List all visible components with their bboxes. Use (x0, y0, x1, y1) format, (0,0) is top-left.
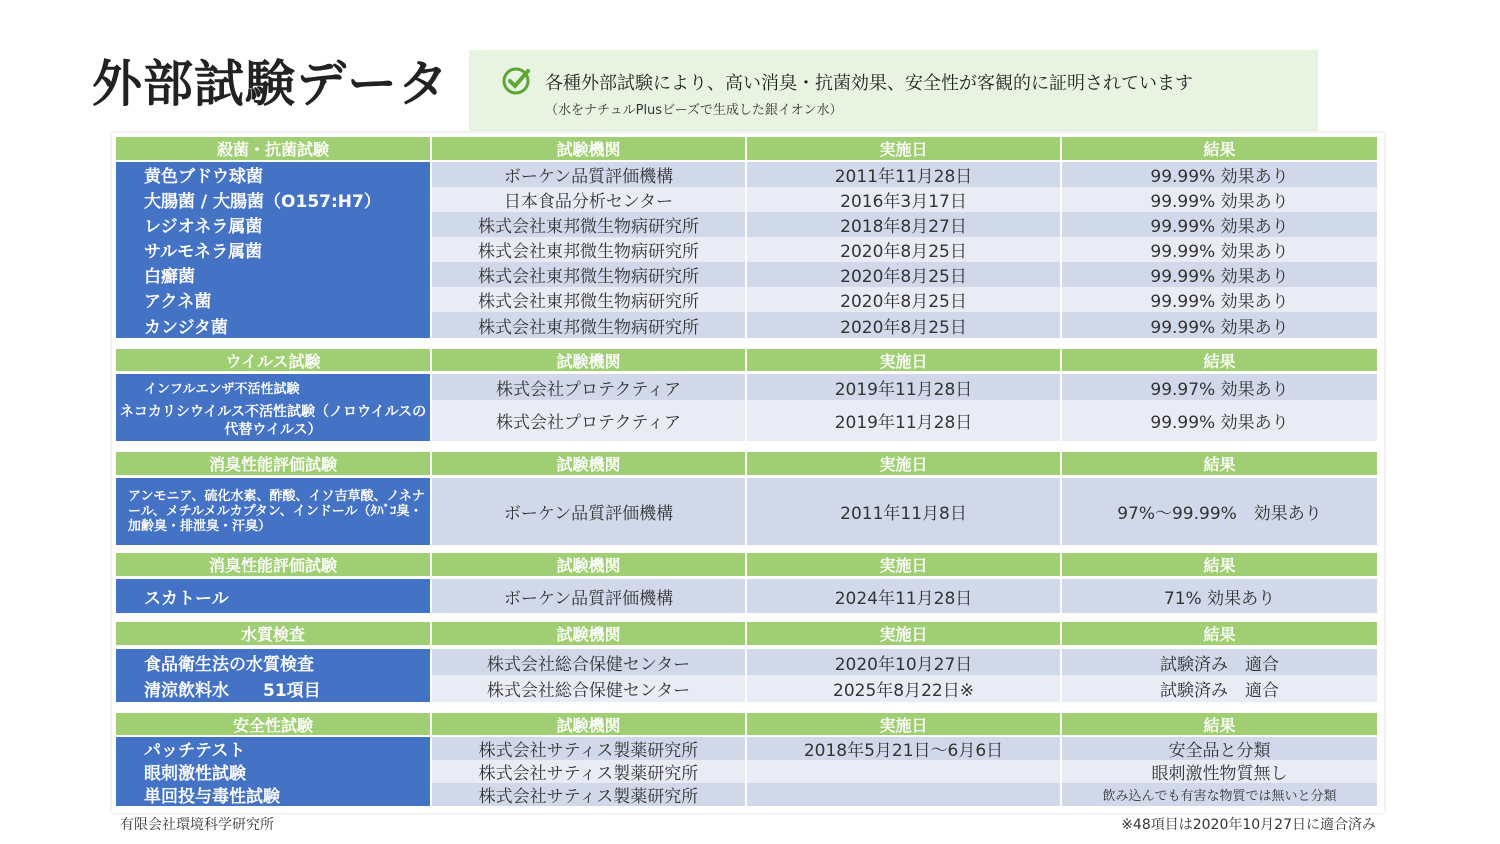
column-header: 実施日 (747, 452, 1060, 475)
table-cell: 99.99% 効果あり (1062, 237, 1377, 262)
summary-callout (469, 50, 1318, 131)
column-header: 消臭性能評価試験 (116, 452, 430, 475)
column-header: 試験機関 (432, 713, 745, 735)
table-cell: 株式会社東邦微生物病研究所 (432, 212, 745, 237)
test-item-label: レジオネラ属菌 (116, 212, 430, 237)
table-cell: 99.99% 効果あり (1062, 187, 1377, 212)
table-cell: 2025年8月22日※ (747, 675, 1060, 702)
callout-sub-text: （水をナチュルPlusビーズで生成した銀イオン水） (545, 103, 843, 118)
test-item-label: サルモネラ属菌 (116, 237, 430, 262)
table-cell: 株式会社サティス製薬研究所 (432, 737, 745, 760)
table-cell: 2020年10月27日 (747, 649, 1060, 675)
table-cell: 安全品と分類 (1062, 737, 1377, 760)
column-header: 結果 (1062, 622, 1377, 645)
table-cell: ボーケン品質評価機構 (432, 478, 745, 545)
table-cell: 99.99% 効果あり (1062, 400, 1377, 441)
column-header: 結果 (1062, 349, 1377, 371)
test-item-label: 黄色ブドウ球菌 (116, 162, 430, 187)
table-cell: 日本食品分析センター (432, 187, 745, 212)
table-cell (747, 760, 1060, 783)
column-header: 水質検査 (116, 622, 430, 645)
table-cell: 株式会社プロテクティア (432, 374, 745, 400)
table-cell: 飲み込んでも有害な物質では無いと分類 (1062, 783, 1377, 806)
column-header: 実施日 (747, 137, 1060, 160)
table-cell: 2020年8月25日 (747, 262, 1060, 287)
table-cell: 2016年3月17日 (747, 187, 1060, 212)
table-cell: 2024年11月28日 (747, 579, 1060, 613)
column-header: 消臭性能評価試験 (116, 553, 430, 576)
column-header: 実施日 (747, 622, 1060, 645)
table-cell: 試験済み 適合 (1062, 675, 1377, 702)
test-item-label: アクネ菌 (116, 287, 430, 312)
table-cell: 2019年11月28日 (747, 400, 1060, 441)
test-item-label: ネコカリシウイルス不活性試験（ノロウイルスの代替ウイルス） (116, 400, 430, 441)
column-header: ウイルス試験 (116, 349, 430, 371)
column-header: 実施日 (747, 553, 1060, 576)
table-cell (747, 783, 1060, 806)
test-item-label: スカトール (116, 579, 430, 613)
table-cell: 99.99% 効果あり (1062, 212, 1377, 237)
table-cell: 株式会社サティス製薬研究所 (432, 783, 745, 806)
table-cell: 株式会社総合保健センター (432, 649, 745, 675)
table-cell: 株式会社東邦微生物病研究所 (432, 287, 745, 312)
column-header: 試験機関 (432, 452, 745, 475)
table-cell: 株式会社東邦微生物病研究所 (432, 262, 745, 287)
test-item-label: 大腸菌 / 大腸菌（O157:H7） (116, 187, 430, 212)
check-circle-icon (501, 66, 531, 96)
test-item-label: インフルエンザ不活性試験 (116, 374, 430, 400)
table-cell: 97%〜99.99% 効果あり (1062, 478, 1377, 545)
column-header: 安全性試験 (116, 713, 430, 735)
table-cell: 99.99% 効果あり (1062, 287, 1377, 312)
footer-company: 有限会社環境科学研究所 (120, 817, 274, 833)
table-cell: 99.99% 効果あり (1062, 262, 1377, 287)
table-cell: 2019年11月28日 (747, 374, 1060, 400)
table-cell: 99.99% 効果あり (1062, 312, 1377, 338)
column-header: 試験機関 (432, 137, 745, 160)
test-item-label: 単回投与毒性試験 (116, 783, 430, 806)
table-cell: 99.99% 効果あり (1062, 162, 1377, 187)
column-header: 試験機関 (432, 553, 745, 576)
table-cell: 株式会社東邦微生物病研究所 (432, 312, 745, 338)
table-cell: 2020年8月25日 (747, 312, 1060, 338)
table-cell: 99.97% 効果あり (1062, 374, 1377, 400)
table-cell: 2018年5月21日〜6月6日 (747, 737, 1060, 760)
column-header: 実施日 (747, 713, 1060, 735)
callout-main-text: 各種外部試験により、高い消臭・抗菌効果、安全性が客観的に証明されています (545, 73, 1193, 94)
table-cell: 試験済み 適合 (1062, 649, 1377, 675)
test-item-label: 白癬菌 (116, 262, 430, 287)
table-cell: 2011年11月8日 (747, 478, 1060, 545)
table-cell: 株式会社サティス製薬研究所 (432, 760, 745, 783)
table-cell: 株式会社東邦微生物病研究所 (432, 237, 745, 262)
table-cell: 2020年8月25日 (747, 287, 1060, 312)
column-header: 結果 (1062, 713, 1377, 735)
test-item-label: 清涼飲料水 51項目 (116, 675, 430, 702)
table-cell: 株式会社総合保健センター (432, 675, 745, 702)
table-cell: ボーケン品質評価機構 (432, 162, 745, 187)
table-cell: 2018年8月27日 (747, 212, 1060, 237)
column-header: 結果 (1062, 137, 1377, 160)
column-header: 結果 (1062, 553, 1377, 576)
column-header: 殺菌・抗菌試験 (116, 137, 430, 160)
column-header: 試験機関 (432, 622, 745, 645)
test-item-label: 眼刺激性試験 (116, 760, 430, 783)
table-cell: 2011年11月28日 (747, 162, 1060, 187)
table-cell: 眼刺激性物質無し (1062, 760, 1377, 783)
page-title: 外部試験データ (92, 55, 449, 113)
table-cell: 71% 効果あり (1062, 579, 1377, 613)
column-header: 結果 (1062, 452, 1377, 475)
footer-note: ※48項目は2020年10月27日に適合済み (1121, 817, 1376, 833)
table-cell: 2020年8月25日 (747, 237, 1060, 262)
test-item-label: 食品衛生法の水質検査 (116, 649, 430, 675)
test-item-label: パッチテスト (116, 737, 430, 760)
test-item-label: アンモニア、硫化水素、酢酸、イソ吉草酸、ノネナール、メチルメルカプタン、インドール（ﾀﾊﾞｺ臭・加齢臭・排泄臭・汗臭） (116, 478, 430, 545)
table-cell: ボーケン品質評価機構 (432, 579, 745, 613)
column-header: 実施日 (747, 349, 1060, 371)
test-item-label: カンジタ菌 (116, 312, 430, 338)
column-header: 試験機関 (432, 349, 745, 371)
table-cell: 株式会社プロテクティア (432, 400, 745, 441)
